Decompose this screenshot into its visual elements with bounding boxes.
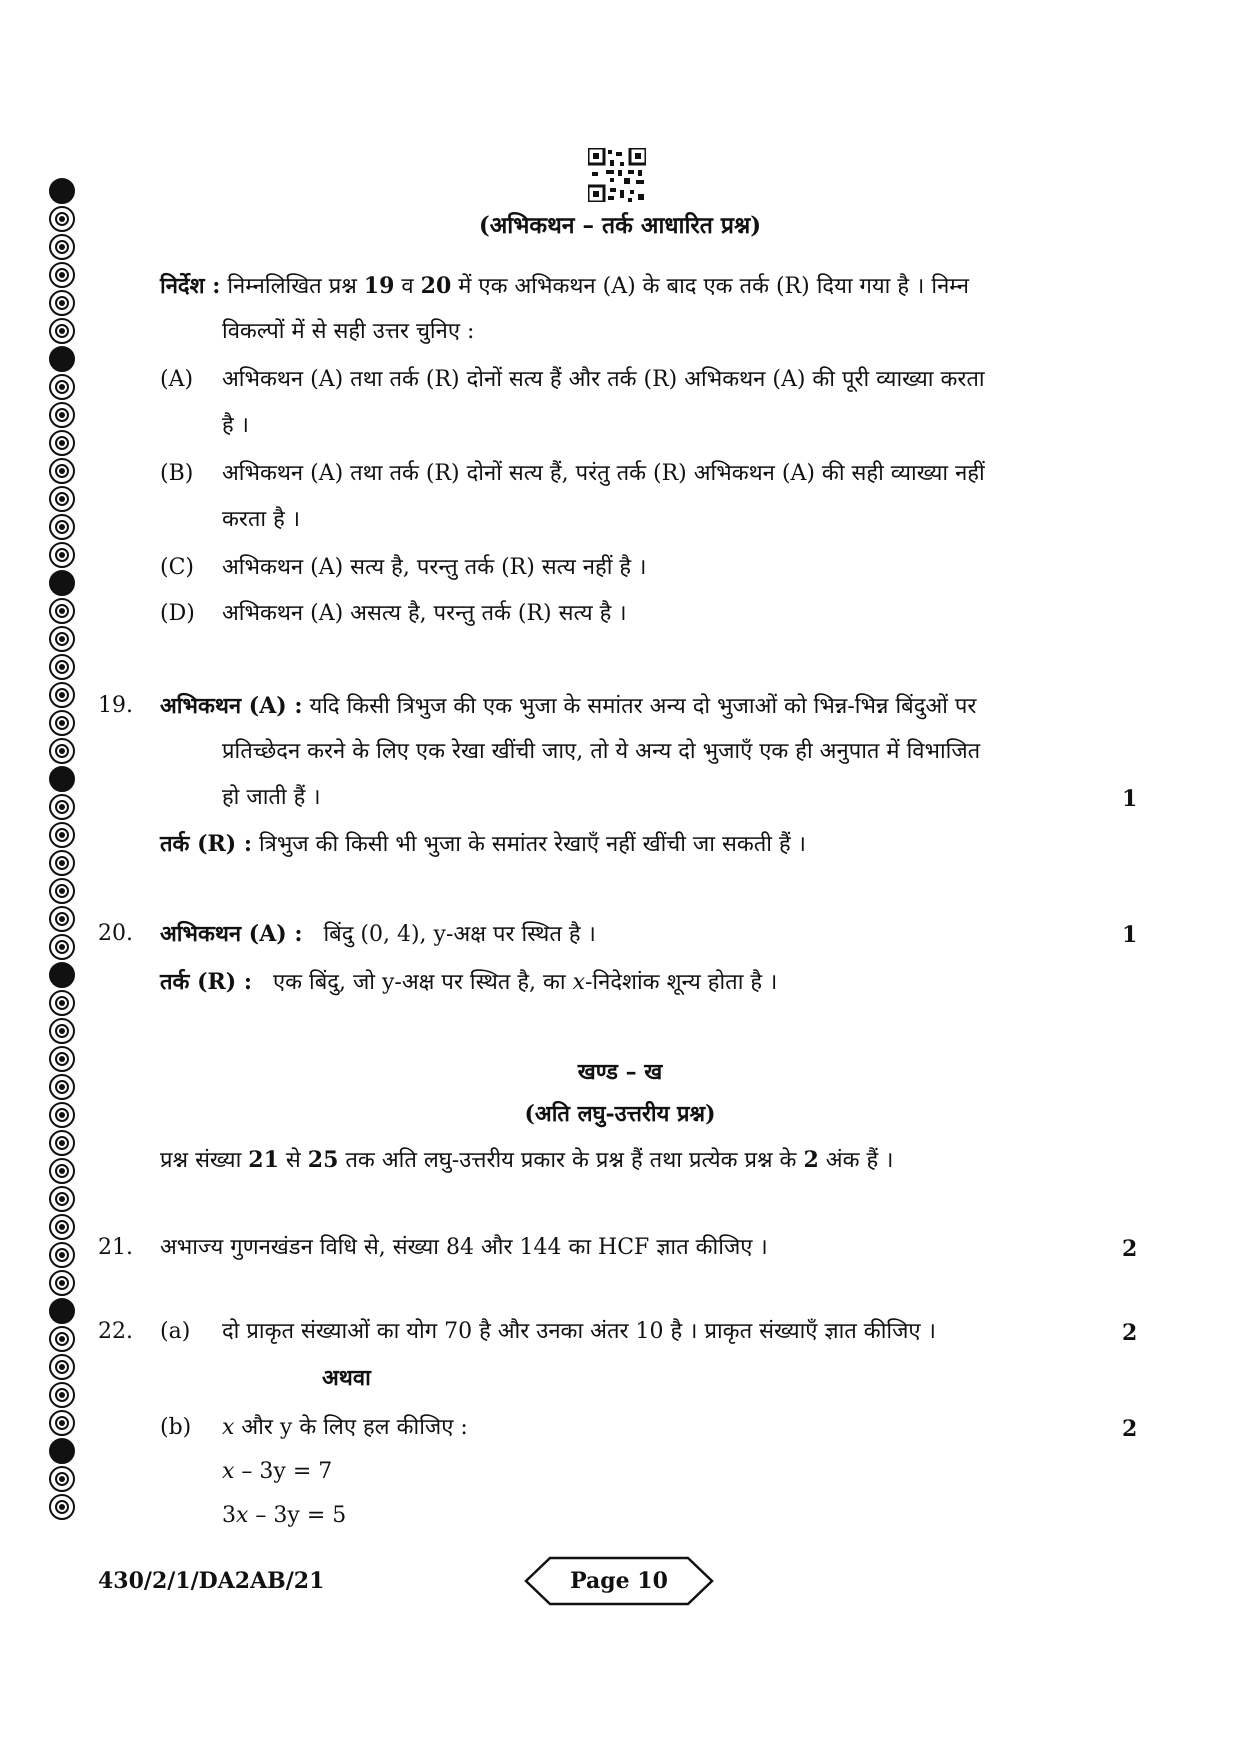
q19-assertion-cont: हो जाती हैं । <box>222 785 321 810</box>
question-number: 19. <box>98 693 133 718</box>
q19-assertion-cont: प्रतिच्छेदन करने के लिए एक रेखा खींची जाए, तो ये अन्य दो भुजाएँ एक ही अनुपात में विभाजित <box>222 739 981 764</box>
section-title: खण्ड – ख <box>577 1059 663 1085</box>
option-key: (C) <box>160 555 194 580</box>
equation-1: x – 3y = 7 <box>222 1459 333 1484</box>
q21-text: अभाज्य गुणनखंडन विधि से, संख्या 84 और 144 का HCF ज्ञात कीजिए । <box>160 1235 768 1260</box>
q19-reason: तर्क (R) : त्रिभुज की किसी भी भुजा के समांतर रेखाएँ नहीं खींची जा सकती हैं । <box>160 831 806 857</box>
paper-code: 430/2/1/DA2AB/21 <box>98 1568 325 1594</box>
section-subtitle: (अति लघु-उत्तरीय प्रश्न) <box>524 1101 716 1127</box>
marks: 1 <box>1122 922 1138 948</box>
option-text-cont: है । <box>222 413 250 438</box>
section-heading: (अभिकथन – तर्क आधारित प्रश्न) <box>478 212 762 239</box>
question-number: 20. <box>98 921 133 946</box>
sub-question-key: (b) <box>160 1415 192 1440</box>
option-text-cont: करता है । <box>222 507 301 532</box>
question-number: 22. <box>98 1319 133 1344</box>
option-text: अभिकथन (A) तथा तर्क (R) दोनों सत्य हैं और तर्क (R) अभिकथन (A) की पूरी व्याख्या करता <box>222 367 985 392</box>
binding-marks <box>48 178 84 1522</box>
option-key: (D) <box>160 601 195 626</box>
option-text: अभिकथन (A) सत्य है, परन्तु तर्क (R) सत्य नहीं है । <box>222 555 647 580</box>
or-label: अथवा <box>322 1365 371 1391</box>
option-text: अभिकथन (A) तथा तर्क (R) दोनों सत्य हैं, परंतु तर्क (R) अभिकथन (A) की सही व्याख्या नहीं <box>222 461 985 486</box>
q22b-text: x और y के लिए हल कीजिए : <box>222 1415 468 1440</box>
marks: 2 <box>1122 1320 1138 1346</box>
page-number: Page 10 <box>570 1568 668 1594</box>
marks: 2 <box>1122 1416 1138 1442</box>
q20-reason: तर्क (R) : एक बिंदु, जो y-अक्ष पर स्थित है, का x-निदेशांक शून्य होता है । <box>160 969 778 995</box>
q19-assertion: अभिकथन (A) : यदि किसी त्रिभुज की एक भुजा के समांतर अन्य दो भुजाओं को भिन्न-भिन्न बिंदुओं पर <box>160 693 977 719</box>
directions-line-1: निर्देश : निम्नलिखित प्रश्न 19 व 20 में एक अभिकथन (A) के बाद एक तर्क (R) दिया गया है । निम्न <box>160 273 969 299</box>
question-number: 21. <box>98 1235 133 1260</box>
section-instructions: प्रश्न संख्या 21 से 25 तक अति लघु-उत्तरीय प्रकार के प्रश्न हैं तथा प्रत्येक प्रश्न के 2 अंक हैं । <box>160 1147 894 1173</box>
sub-question-key: (a) <box>160 1319 191 1344</box>
equation-2: 3x – 3y = 5 <box>222 1503 347 1528</box>
option-key: (B) <box>160 461 194 486</box>
directions-line-2: विकल्पों में से सही उत्तर चुनिए : <box>222 319 475 344</box>
marks: 1 <box>1122 786 1138 812</box>
option-text: अभिकथन (A) असत्य है, परन्तु तर्क (R) सत्य है । <box>222 601 627 626</box>
q20-assertion: अभिकथन (A) : बिंदु (0, 4), y-अक्ष पर स्थित है । <box>160 921 596 947</box>
q22a-text: दो प्राकृत संख्याओं का योग 70 है और उनका अंतर 10 है । प्राकृत संख्याएँ ज्ञात कीजिए । <box>222 1319 936 1344</box>
option-key: (A) <box>160 367 194 392</box>
marks: 2 <box>1122 1236 1138 1262</box>
qr-code-icon <box>588 148 646 202</box>
